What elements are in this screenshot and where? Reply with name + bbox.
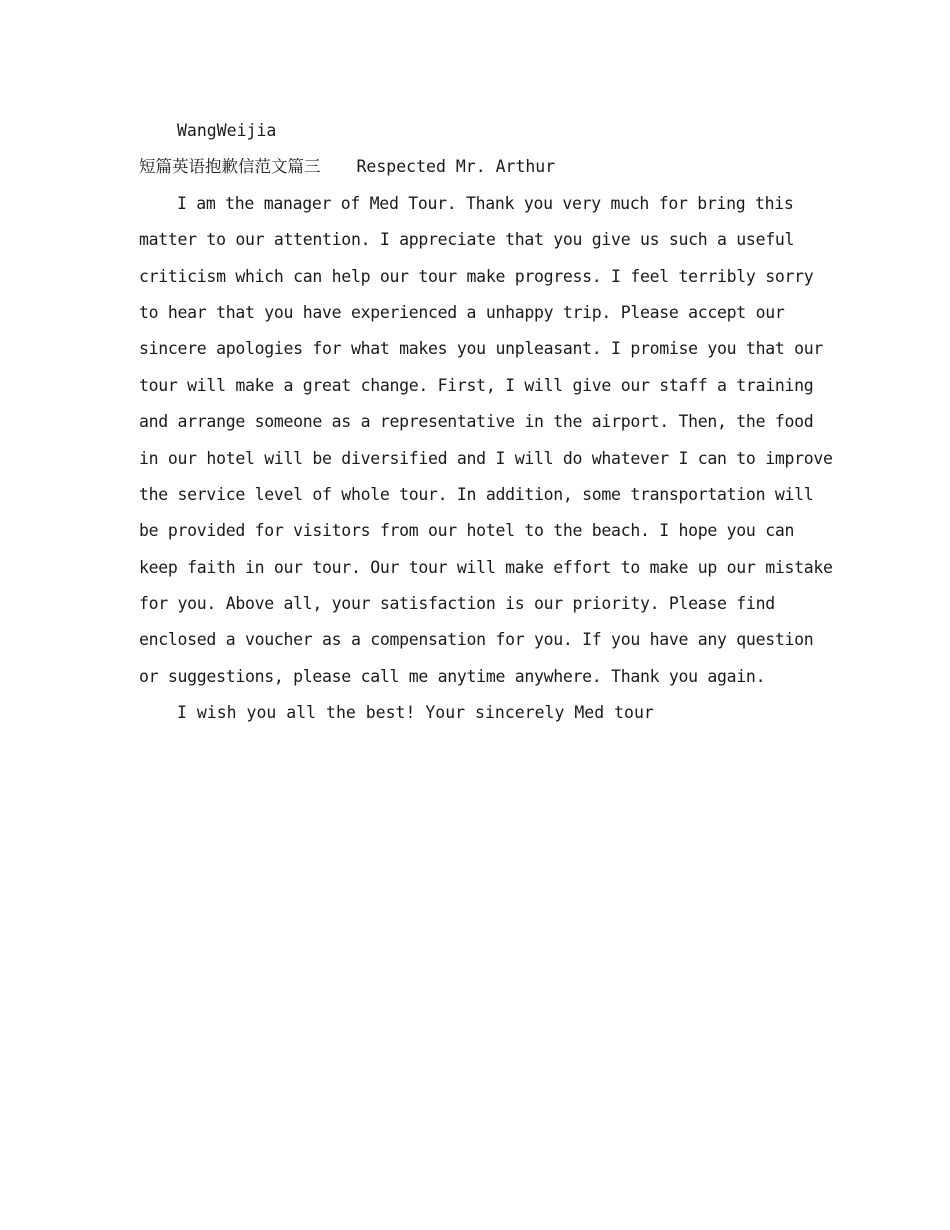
body-line: matter to our attention. I appreciate that you give us such a useful	[139, 230, 795, 250]
body-line: to hear that you have experienced a unhappy trip. Please accept our	[139, 302, 785, 322]
body-line: criticism which can help our tour make progress. I feel terribly sorry	[139, 266, 814, 286]
body-line: be provided for visitors from our hotel to the beach. I hope you can	[139, 521, 795, 541]
signature-name: WangWeijia	[177, 121, 277, 140]
body-line: in our hotel will be diversified and I will do whatever I can to improve	[139, 448, 833, 468]
body-line: keep faith in our tour. Our tour will make effort to make up our mistake	[139, 557, 833, 577]
body-line: enclosed a voucher as a compensation for you. If you have any question	[139, 630, 814, 650]
body-line: tour will make a great change. First, I will give our staff a training	[139, 375, 814, 395]
letter-text	[139, 113, 833, 732]
body-line: for you. Above all, your satisfaction is our priority. Please find	[139, 594, 775, 614]
body-line: and arrange someone as a representative in the airport. Then, the food	[139, 412, 814, 432]
body-line: the service level of whole tour. In addition, some transportation will	[139, 484, 814, 504]
body-line: or suggestions, please call me anytime anywhere. Thank you again.	[139, 666, 766, 686]
section-heading: 短篇英语抱歉信范文篇三	[139, 157, 321, 177]
salutation: Respected Mr. Arthur	[356, 157, 556, 177]
body-line: I am the manager of Med Tour. Thank you very much for bring this	[177, 193, 794, 213]
heading-line	[139, 149, 829, 185]
body-line: sincere apologies for what makes you unpleasant. I promise you that our	[139, 339, 824, 359]
closing-line: I wish you all the best! Your sincerely Med tour	[177, 703, 654, 723]
